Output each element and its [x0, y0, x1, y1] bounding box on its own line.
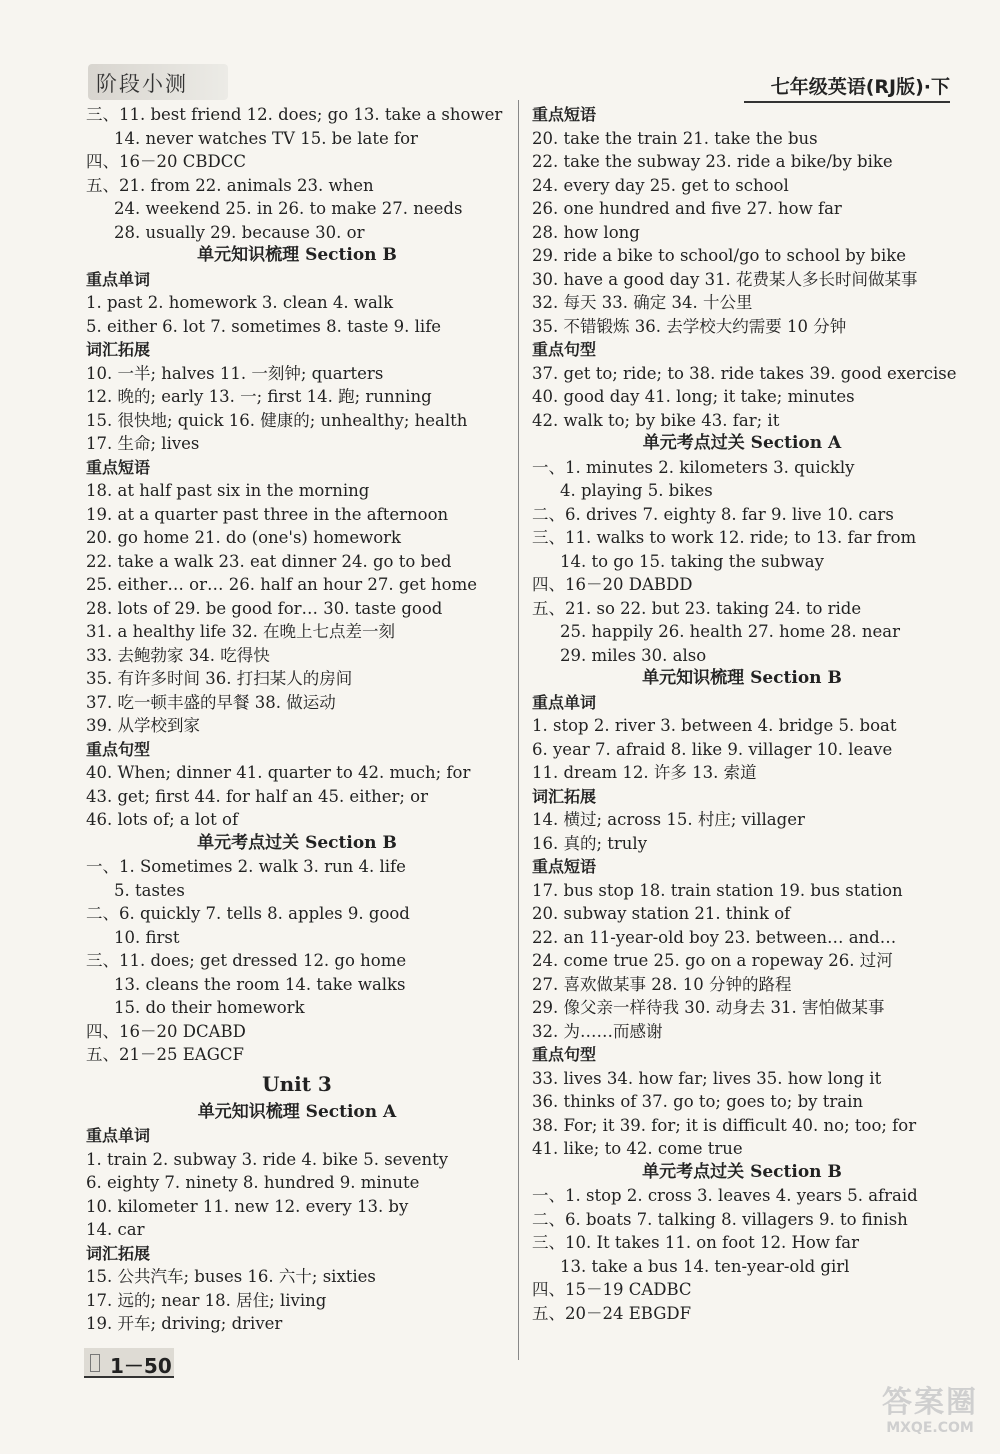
category-heading: 重点单词 [86, 1126, 151, 1145]
answer-line: 10. kilometer 11. new 12. every 13. by [86, 1196, 409, 1216]
answer-line: 30. have a good day 31. 花费某人多长时间做某事 [532, 269, 918, 289]
watermark-url: MXQE.COM [886, 1420, 974, 1436]
page-number: 1－50 [110, 1354, 172, 1378]
answer-line: 32. 为……而感谢 [532, 1021, 663, 1041]
section-tab [88, 64, 228, 100]
answer-line: 15. 公共汽车; buses 16. 六十; sixties [86, 1267, 376, 1286]
section-heading: 单元知识梳理 Section B [197, 245, 397, 265]
answer-line: 37. get to; ride; to 38. ride takes 39. good exercise [532, 363, 957, 383]
answer-line: 四、16－20 DABDD [532, 575, 693, 594]
category-heading: 重点单词 [86, 269, 151, 289]
answer-line: 1. past 2. homework 3. clean 4. walk [86, 293, 394, 312]
answer-line: 4. playing 5. bikes [560, 481, 713, 500]
answer-line: 35. 有许多时间 36. 打扫某人的房间 [86, 669, 353, 688]
answer-line: 13. cleans the room 14. take walks [114, 974, 406, 994]
answer-line: 24. every day 25. get to school [532, 175, 789, 195]
answer-line: 46. lots of; a lot of [86, 810, 239, 829]
answer-line: 四、16－20 DCABD [86, 1021, 246, 1041]
answer-line: 22. an 11-year-old boy 23. between… and… [532, 927, 897, 947]
answer-line: 20. subway station 21. think of [532, 904, 791, 923]
answer-line: 二、6. quickly 7. tells 8. apples 9. good [86, 904, 410, 923]
answer-line: 17. bus stop 18. train station 19. bus station [532, 880, 903, 900]
answer-line: 13. take a bus 14. ten-year-old girl [560, 1256, 850, 1276]
answer-line: 三、11. does; get dressed 12. go home [86, 951, 407, 970]
category-heading: 词汇拓展 [532, 786, 597, 806]
category-heading: 重点句型 [532, 1045, 597, 1064]
answer-line: 15. do their homework [114, 998, 305, 1017]
answer-line: 17. 远的; near 18. 居住; living [86, 1290, 327, 1310]
answer-line: 29. 像父亲一样待我 30. 动身去 31. 害怕做某事 [532, 998, 885, 1017]
answer-line: 40. good day 41. long; it take; minutes [532, 387, 855, 406]
answer-line: 28. how long [532, 222, 640, 242]
answer-line: 31. a healthy life 32. 在晚上七点差一刻 [86, 622, 396, 641]
category-heading: 重点单词 [532, 692, 597, 712]
answer-line: 28. usually 29. because 30. or [114, 222, 365, 242]
category-heading: 词汇拓展 [86, 340, 151, 359]
answer-line: 6. year 7. afraid 8. like 9. villager 10. leave [532, 739, 893, 759]
section-heading: 单元考点过关 Section A [642, 433, 842, 453]
page-number-box [84, 1348, 174, 1378]
answer-line: 16. 真的; truly [532, 833, 648, 853]
answer-line: 10. 一半; halves 11. 一刻钟; quarters [86, 363, 384, 383]
unit-title: Unit 3 [262, 1071, 332, 1096]
answer-line: 27. 喜欢做某事 28. 10 分钟的路程 [532, 974, 792, 994]
answer-line: 28. lots of 29. be good for… 30. taste good [86, 598, 443, 618]
answer-line: 三、10. It takes 11. on foot 12. How far [532, 1233, 859, 1252]
answer-line: 15. 很快地; quick 16. 健康的; unhealthy; health [86, 410, 468, 430]
answer-line: 20. go home 21. do (one's) homework [86, 528, 402, 547]
page-marker-icon [90, 1354, 100, 1372]
answer-line: 32. 每天 33. 确定 34. 十公里 [532, 293, 753, 312]
answer-line: 14. to go 15. taking the subway [560, 551, 824, 571]
answer-line: 一、1. Sometimes 2. walk 3. run 4. life [86, 857, 406, 876]
section-tab-label: 阶段小测 [96, 72, 188, 96]
answer-line: 14. car [86, 1220, 145, 1239]
answer-line: 39. 从学校到家 [86, 716, 200, 735]
category-heading: 重点句型 [532, 340, 597, 359]
answer-line: 33. lives 34. how far; lives 35. how long it [532, 1068, 882, 1088]
category-heading: 重点短语 [532, 857, 597, 876]
answer-line: 43. get; first 44. for half an 45. either; or [86, 786, 429, 806]
section-heading: 单元知识梳理 Section A [197, 1101, 397, 1122]
answer-line: 14. 横过; across 15. 村庄; villager [532, 810, 805, 829]
answer-line: 19. 开车; driving; driver [86, 1314, 283, 1333]
answer-line: 一、1. stop 2. cross 3. leaves 4. years 5. afraid [532, 1186, 918, 1205]
answer-line: 22. take a walk 23. eat dinner 24. go to bed [86, 551, 452, 571]
answer-line: 5. tastes [114, 880, 185, 900]
left-column [86, 103, 508, 1336]
answer-line: 41. like; to 42. come true [532, 1139, 743, 1158]
answer-line: 11. dream 12. 许多 13. 索道 [532, 763, 757, 782]
watermark-text: 答案圈 [882, 1385, 978, 1420]
answer-line: 20. take the train 21. take the bus [532, 128, 818, 148]
watermark-logo [870, 1386, 990, 1442]
answer-line: 14. never watches TV 15. be late for [114, 128, 418, 148]
answer-line: 1. stop 2. river 3. between 4. bridge 5. boat [532, 716, 897, 735]
answer-line: 24. weekend 25. in 26. to make 27. needs [114, 199, 463, 218]
answer-line: 五、20－24 EBGDF [532, 1303, 692, 1323]
answer-line: 三、11. walks to work 12. ride; to 13. far from [532, 528, 917, 547]
answer-line: 17. 生命; lives [86, 434, 200, 453]
answer-line: 12. 晚的; early 13. 一; first 14. 跑; running [86, 387, 432, 406]
answer-line: 37. 吃一顿丰盛的早餐 38. 做运动 [86, 692, 336, 712]
category-heading: 词汇拓展 [86, 1243, 151, 1263]
section-heading: 单元考点过关 Section B [197, 832, 397, 853]
section-heading: 单元知识梳理 Section B [642, 668, 842, 688]
answer-line: 二、6. boats 7. talking 8. villagers 9. to finish [532, 1209, 908, 1229]
answer-line: 四、16－20 CBDCC [86, 152, 246, 171]
answer-line: 1. train 2. subway 3. ride 4. bike 5. seventy [86, 1149, 449, 1169]
answer-line: 一、1. minutes 2. kilometers 3. quickly [532, 457, 855, 477]
answer-line: 19. at a quarter past three in the afternoon [86, 504, 449, 524]
answer-line: 29. miles 30. also [560, 645, 707, 665]
answer-line: 22. take the subway 23. ride a bike/by bike [532, 152, 893, 171]
answer-line: 40. When; dinner 41. quarter to 42. much; for [86, 763, 471, 782]
answer-line: 33. 去鲍勃家 34. 吃得快 [86, 645, 270, 665]
book-title: 七年级英语(RJ版)·下 [770, 76, 950, 98]
category-heading: 重点句型 [86, 739, 151, 759]
answer-line: 四、15－19 CADBC [532, 1280, 692, 1299]
answer-line: 18. at half past six in the morning [86, 481, 370, 500]
answer-line: 二、6. drives 7. eighty 8. far 9. live 10. cars [532, 504, 894, 524]
category-heading: 重点短语 [532, 105, 597, 124]
answer-line: 三、11. best friend 12. does; go 13. take a shower [86, 105, 503, 124]
right-column [532, 103, 957, 1325]
answer-line: 42. walk to; by bike 43. far; it [532, 410, 780, 430]
answer-line: 35. 不错锻炼 36. 去学校大约需要 10 分钟 [532, 316, 847, 336]
answer-line: 26. one hundred and five 27. how far [532, 199, 842, 218]
answer-line: 五、21. so 22. but 23. taking 24. to ride [532, 598, 862, 618]
answer-line: 24. come true 25. go on a ropeway 26. 过河 [532, 951, 893, 970]
answer-line: 36. thinks of 37. go to; goes to; by train [532, 1092, 863, 1111]
answer-line: 5. either 6. lot 7. sometimes 8. taste 9. life [86, 316, 442, 336]
answer-line: 25. either… or… 26. half an hour 27. get home [86, 575, 478, 594]
category-heading: 重点短语 [86, 457, 151, 477]
answer-line: 五、21－25 EAGCF [86, 1045, 244, 1064]
section-heading: 单元考点过关 Section B [642, 1161, 842, 1182]
answer-line: 25. happily 26. health 27. home 28. near [560, 622, 900, 641]
answer-line: 10. first [114, 927, 180, 947]
answer-line: 29. ride a bike to school/go to school by bike [532, 246, 907, 265]
column-divider [518, 100, 519, 1360]
answer-line: 38. For; it 39. for; it is difficult 40. no; too; for [532, 1115, 917, 1135]
answer-line: 五、21. from 22. animals 23. when [86, 175, 374, 195]
answer-line: 6. eighty 7. ninety 8. hundred 9. minute [86, 1173, 420, 1192]
